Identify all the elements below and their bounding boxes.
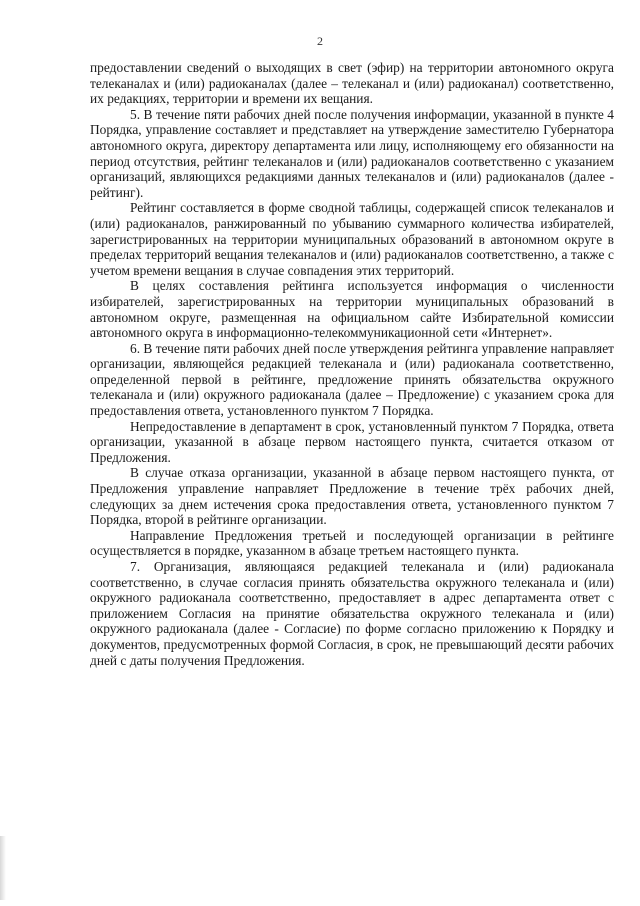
- paragraph-refusal: В случае отказа организации, указанной в абзаце первом настоящего пункта, от Предложения управление направляет Предложение в течение трёх рабочих дней, следующих за днем истечения срока предоставления ответа, установленного пунктом 7 Порядка, второй в рейтинге организации.: [90, 465, 614, 528]
- paragraph-clause-7: 7. Организация, являющаяся редакцией телеканала и (или) радиоканала соответственно, в случае согласия принять обязательства окружного телеканала и (или) окружного радиоканала соответственно, предоставляет в адрес департамента ответ с приложением Согласия на принятие обязательства окружного телеканала и (или) окружного радиоканала (далее - Согласие) по форме согласно приложению к Порядку и документов, предусмотренных формой Согласия, в срок, не превышающий десяти рабочих дней с даты получения Предложения.: [90, 559, 614, 668]
- document-body: [90, 60, 614, 668]
- paragraph-non-response: Непредоставление в департамент в срок, установленный пунктом 7 Порядка, ответа организации, указанной в абзаце первом настоящего пункта, считается отказом от Предложения.: [90, 418, 614, 465]
- paragraph-continuation: предоставлении сведений о выходящих в свет (эфир) на территории автономного округа телеканалах и (или) радиоканалах (далее – телеканал и (или) радиоканал) соответственно, их редакциях, территории и времени их вещания.: [90, 60, 614, 107]
- scan-edge-shadow: [0, 836, 6, 900]
- paragraph-rating-form: Рейтинг составляется в форме сводной таблицы, содержащей список телеканалов и (или) радиоканалов, ранжированный по убыванию суммарного количества избирателей, зарегистрированных на территории муниципальных образований в автономном округе в пределах территорий вещания телеканалов и (или) радиоканалов соответственно, а также с учетом времени вещания в случае совпадения этих территорий.: [90, 200, 614, 278]
- paragraph-rating-data-source: В целях составления рейтинга используется информация о численности избирателей, зарегистрированных на территории муниципальных образований в автономном округе, размещенная на официальном сайте Избирательной комиссии автономного округа в информационно-телекоммуникационной сети «Интернет».: [90, 278, 614, 341]
- paragraph-subsequent-offers: Направление Предложения третьей и последующей организации в рейтинге осуществляется в порядке, указанном в абзаце третьем настоящего пункта.: [90, 527, 614, 559]
- paragraph-clause-5: 5. В течение пяти рабочих дней после получения информации, указанной в пункте 4 Порядка, управление составляет и представляет на утверждение заместителю Губернатора автономного округа, директору департамента или лицу, исполняющему его обязанности на период отсутствия, рейтинг телеканалов и (или) радиоканалов соответственно с указанием организаций, являющихся редакциями данных телеканалов и (или) радиоканалов (далее - рейтинг).: [90, 106, 614, 200]
- page-number: 2: [317, 34, 323, 48]
- paragraph-clause-6: 6. В течение пяти рабочих дней после утверждения рейтинга управление направляет организации, являющейся редакцией телеканала и (или) радиоканала соответственно, определенной первой в рейтинге, предложение принять обязательства окружного телеканала и (или) окружного радиоканала (далее – Предложение) с указанием срока для предоставления ответа, установленного пунктом 7 Порядка.: [90, 340, 614, 419]
